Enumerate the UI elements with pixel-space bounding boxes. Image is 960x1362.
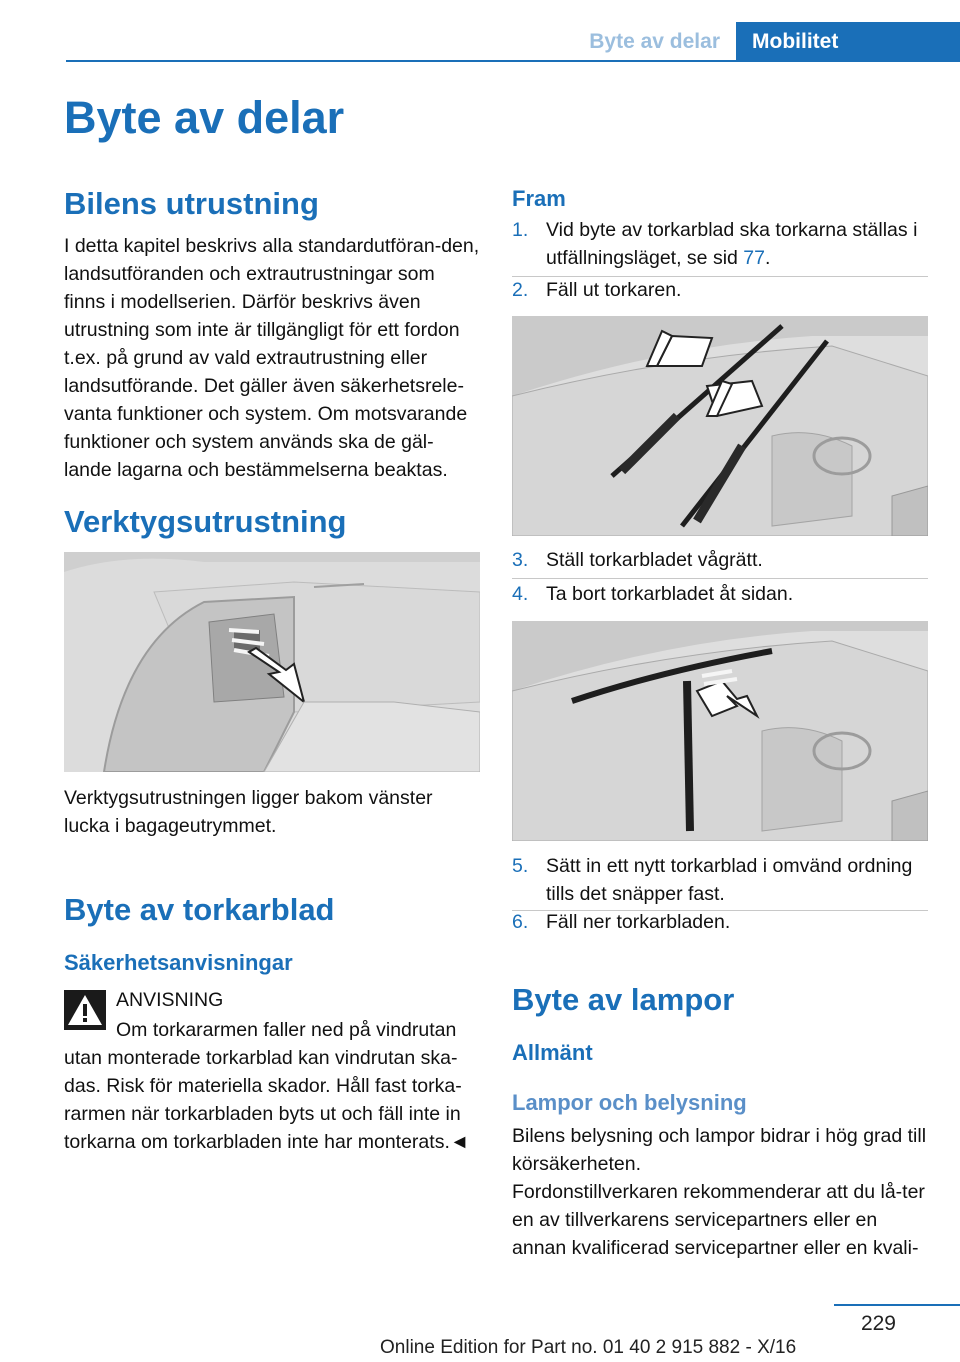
wiper-fold-out-image [512, 316, 928, 536]
step-text-main: Vid byte av torkarblad ska torkarna ställas i utfällningsläget, se sid [546, 219, 918, 269]
step-text-end: . [765, 247, 771, 269]
page-link-77[interactable]: 77 [743, 247, 765, 269]
equipment-paragraph: I detta kapitel beskrivs alla standardutföran-den, landsutföranden och extrautrustningar som finns i modellserien. Därför beskrivs även utrustning som inte är tillgängligt för ett fordon t.ex. på grund av vald extrautrustning eller landsutförande. Det gäller även säkerhetsrele-vanta funktioner och system. Om motsvarande funktioner och system används ska de gäl-lande lagarna och bestämmelserna beaktas. [64, 235, 480, 481]
step-text: Sätt in ett nytt torkarblad i omvänd ordning tills det snäpper fast. [546, 855, 913, 905]
lights-paragraph-2: Fordonstillverkaren rekommenderar att du lå-ter en av tillverkarens servicepartners eller en annan kvalificerad servicepartner eller en kvali- [512, 1181, 925, 1259]
header-rule [66, 60, 960, 62]
heading-general: Allmänt [512, 1040, 593, 1065]
step-5 [512, 852, 928, 908]
step-4 [512, 580, 928, 608]
heading-lights: Lampor och belysning [512, 1090, 747, 1115]
tool-compartment-illustration [64, 552, 480, 772]
wiper-removal-illustration [512, 621, 928, 841]
step-6 [512, 908, 928, 936]
footer-rule [834, 1304, 960, 1306]
step-text: Ställ torkarbladet vågrätt. [546, 549, 763, 571]
header-section-label: Byte av delar [589, 30, 720, 53]
step-number: 2. [512, 279, 529, 301]
step-divider [512, 578, 928, 579]
heading-lamps: Byte av lampor [512, 982, 735, 1017]
step-1 [512, 216, 928, 272]
notice-text: Om torkararmen faller ned på vindrutan utan monterade torkarblad kan vindrutan ska-das. Risk för materiella skador. Håll fast torka-rarmen när torkarbladen byts ut och fäll inte in torkarna om torkarbladen inte har monterats. [64, 1019, 462, 1153]
heading-safety: Säkerhetsanvisningar [64, 950, 293, 975]
step-text: Fäll ut torkaren. [546, 279, 682, 301]
step-text [546, 216, 930, 272]
notice-label: ANVISNING [116, 989, 224, 1011]
step-3 [512, 546, 928, 574]
page-number: 229 [860, 1312, 896, 1335]
step-number: 1. [512, 219, 529, 241]
step-number: 5. [512, 855, 529, 877]
notice-paragraph [64, 1016, 480, 1156]
step-number: 6. [512, 911, 529, 933]
step-text: Fäll ner torkarbladen. [546, 911, 731, 933]
wiper-fold-out-illustration [512, 316, 928, 536]
step-number: 3. [512, 549, 529, 571]
lights-paragraph-1: Bilens belysning och lampor bidrar i hög grad till körsäkerheten. [512, 1125, 927, 1175]
heading-tools: Verktygsutrustning [64, 504, 347, 539]
step-number: 4. [512, 583, 529, 605]
tool-compartment-image [64, 552, 480, 772]
wiper-removal-image [512, 621, 928, 841]
end-mark: ◄ [449, 1131, 470, 1153]
heading-wiper: Byte av torkarblad [64, 892, 335, 927]
step-2 [512, 276, 928, 304]
heading-equipment: Bilens utrustning [64, 186, 319, 221]
header-chapter-tab: Mobilitet [736, 22, 960, 62]
step-text: Ta bort torkarbladet åt sidan. [546, 583, 794, 605]
heading-front: Fram [512, 186, 566, 211]
tools-caption: Verktygsutrustningen ligger bakom vänster lucka i bagageutrymmet. [64, 787, 433, 837]
page-title: Byte av delar [64, 92, 345, 143]
edition-text: Online Edition for Part no. 01 40 2 915 882 - X/16 [380, 1337, 797, 1358]
